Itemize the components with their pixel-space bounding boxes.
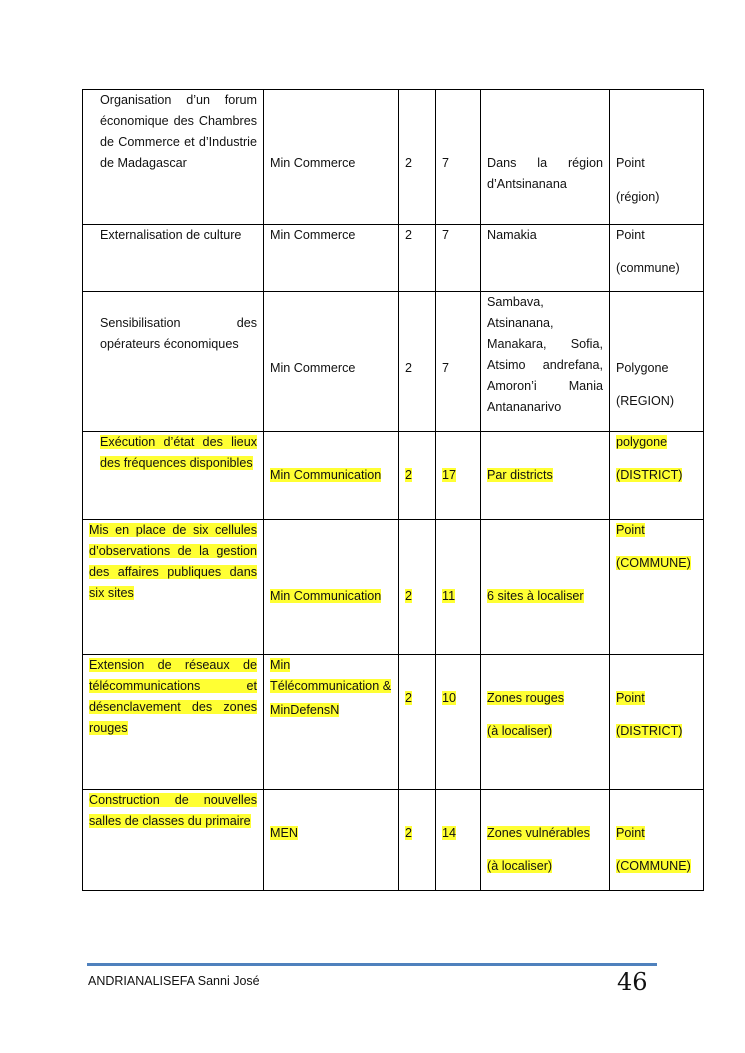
col3-value: 2 bbox=[405, 468, 413, 482]
action-cell bbox=[83, 90, 264, 225]
col3-cell bbox=[399, 90, 436, 225]
col4-value: 7 bbox=[442, 156, 450, 170]
col4-cell bbox=[436, 432, 481, 520]
col3-value: 2 bbox=[405, 228, 413, 242]
ministry-text: Min Commerce bbox=[270, 361, 356, 375]
col3-value: 2 bbox=[405, 589, 413, 603]
table-row bbox=[83, 90, 704, 225]
location-text: Sambava, Atsinanana, Manakara, Sofia, Atsimo andrefana, Amoron’i Mania Antananarivo bbox=[487, 295, 603, 414]
col4-value: 7 bbox=[442, 361, 450, 375]
col3-value: 2 bbox=[405, 361, 413, 375]
ministry-text-secondary: MinDefensN bbox=[270, 703, 340, 717]
page-number: 46 bbox=[617, 968, 648, 996]
col4-cell bbox=[436, 790, 481, 891]
col3-cell bbox=[399, 225, 436, 292]
ministry-cell bbox=[264, 790, 399, 891]
action-cell bbox=[83, 655, 264, 790]
col3-cell bbox=[399, 790, 436, 891]
col3-cell bbox=[399, 520, 436, 655]
location-text: Par districts bbox=[487, 468, 553, 482]
type-text: Point bbox=[616, 691, 645, 705]
col3-cell bbox=[399, 292, 436, 432]
type-scale: (DISTRICT) bbox=[616, 468, 683, 482]
ministry-cell bbox=[264, 520, 399, 655]
footer-author: ANDRIANALISEFA Sanni José bbox=[88, 974, 260, 988]
type-cell bbox=[610, 432, 704, 520]
location-text: Zones rouges bbox=[487, 691, 565, 705]
action-cell bbox=[83, 790, 264, 891]
col3-cell bbox=[399, 655, 436, 790]
type-cell bbox=[610, 90, 704, 225]
ministry-cell bbox=[264, 432, 399, 520]
ministry-text: Min Commerce bbox=[270, 156, 356, 170]
col4-cell bbox=[436, 655, 481, 790]
ministry-cell bbox=[264, 292, 399, 432]
type-text: Point bbox=[616, 826, 645, 840]
ministry-text: Min Communication bbox=[270, 589, 382, 603]
ministry-text: Min Commerce bbox=[270, 228, 356, 242]
ministry-cell bbox=[264, 225, 399, 292]
action-text: Organisation d’un forum économique des Chambres de Commerce et d’Industrie de Madagascar bbox=[100, 93, 257, 170]
ministry-text: Min Télécommunication & bbox=[270, 658, 392, 693]
type-scale: (région) bbox=[616, 190, 660, 204]
col4-value: 7 bbox=[442, 228, 450, 242]
type-cell bbox=[610, 520, 704, 655]
col3-value: 2 bbox=[405, 691, 413, 705]
action-text: Construction de nouvelles salles de classes du primaire bbox=[89, 793, 257, 828]
location-cell bbox=[481, 432, 610, 520]
col3-cell bbox=[399, 432, 436, 520]
col4-cell bbox=[436, 90, 481, 225]
table-row bbox=[83, 432, 704, 520]
type-text: Point bbox=[616, 156, 645, 170]
action-cell bbox=[83, 292, 264, 432]
col4-value: 14 bbox=[442, 826, 457, 840]
footer-rule bbox=[87, 963, 657, 966]
col4-value: 17 bbox=[442, 468, 457, 482]
col3-value: 2 bbox=[405, 826, 413, 840]
activities-table bbox=[82, 89, 704, 891]
col4-cell bbox=[436, 225, 481, 292]
type-cell bbox=[610, 225, 704, 292]
type-cell bbox=[610, 790, 704, 891]
action-text: Exécution d’état des lieux des fréquences disponibles bbox=[100, 435, 257, 470]
type-text: polygone bbox=[616, 435, 668, 449]
table-row bbox=[83, 225, 704, 292]
location-note: (à localiser) bbox=[487, 724, 553, 738]
ministry-cell bbox=[264, 655, 399, 790]
col3-value: 2 bbox=[405, 156, 413, 170]
type-cell bbox=[610, 292, 704, 432]
location-note: (à localiser) bbox=[487, 859, 553, 873]
action-text: Extension de réseaux de télécommunications et désenclavement des zones rouges bbox=[89, 658, 257, 735]
type-scale: (COMMUNE) bbox=[616, 556, 691, 570]
table-row bbox=[83, 520, 704, 655]
location-cell bbox=[481, 90, 610, 225]
type-text: Point bbox=[616, 523, 645, 537]
type-cell bbox=[610, 655, 704, 790]
table-row bbox=[83, 790, 704, 891]
col4-cell bbox=[436, 292, 481, 432]
location-text: Dans la région d’Antsinanana bbox=[487, 156, 603, 191]
location-cell bbox=[481, 292, 610, 432]
col4-cell bbox=[436, 520, 481, 655]
col4-value: 11 bbox=[442, 589, 456, 603]
action-cell bbox=[83, 432, 264, 520]
location-text: Namakia bbox=[487, 228, 537, 242]
location-cell bbox=[481, 225, 610, 292]
action-text: Externalisation de culture bbox=[100, 228, 242, 242]
type-scale: (commune) bbox=[616, 261, 680, 275]
action-cell bbox=[83, 225, 264, 292]
action-cell bbox=[83, 520, 264, 655]
table-row bbox=[83, 292, 704, 432]
type-text: Point bbox=[616, 228, 645, 242]
type-scale: (COMMUNE) bbox=[616, 859, 691, 873]
type-scale: (REGION) bbox=[616, 394, 675, 408]
type-text: Polygone bbox=[616, 361, 669, 375]
location-text: Zones vulnérables bbox=[487, 826, 590, 840]
action-text: Sensibilisation des opérateurs économiques bbox=[100, 316, 257, 351]
table-row bbox=[83, 655, 704, 790]
ministry-text: MEN bbox=[270, 826, 298, 840]
ministry-cell bbox=[264, 90, 399, 225]
ministry-text: Min Communication bbox=[270, 468, 382, 482]
action-text: Mis en place de six cellules d’observations de la gestion des affaires publiques dans six sites bbox=[89, 523, 257, 600]
location-cell bbox=[481, 655, 610, 790]
col4-value: 10 bbox=[442, 691, 457, 705]
type-scale: (DISTRICT) bbox=[616, 724, 683, 738]
location-cell bbox=[481, 520, 610, 655]
location-text: 6 sites à localiser bbox=[487, 589, 584, 603]
location-cell bbox=[481, 790, 610, 891]
